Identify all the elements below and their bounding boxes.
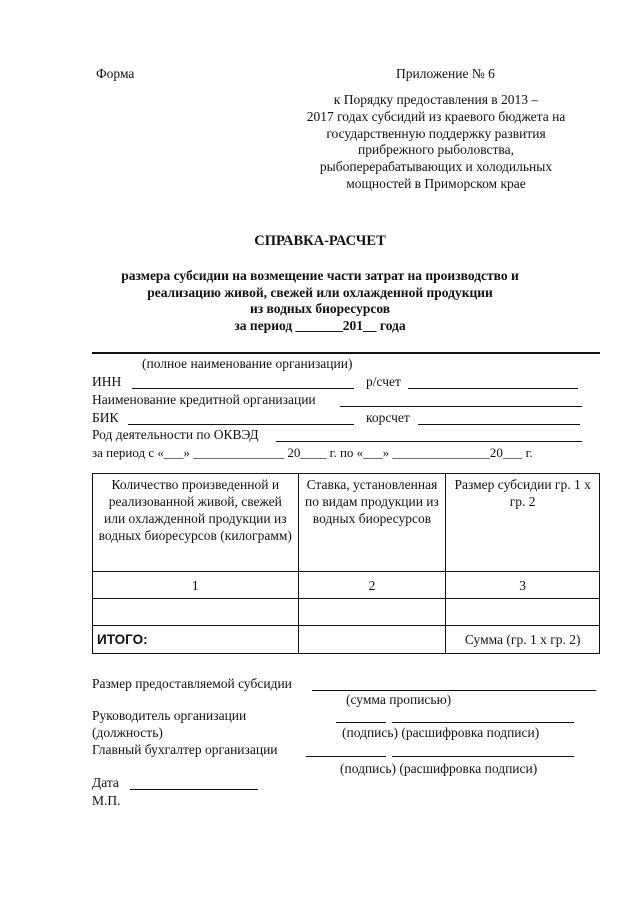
head-signature-field (336, 722, 386, 723)
order-line: прибрежного рыболовства, (358, 142, 514, 158)
column-number-row (93, 572, 600, 599)
position-hint: (должность) (92, 725, 163, 740)
head-sign-hint: (подпись) (расшифровка подписи) (342, 725, 540, 740)
cell-rate[interactable] (298, 599, 446, 626)
header-rate: Ставка, установленная по видам продукции из водных биоресурсов (298, 474, 446, 572)
cell-total-rate[interactable] (298, 626, 446, 654)
accountant-name-field (392, 756, 574, 757)
header-subsidy: Размер субсидии гр. 1 х гр. 2 (446, 474, 600, 572)
order-line: к Порядку предоставления в 2013 – (333, 92, 539, 107)
accountant-sign-hint: (подпись) (расшифровка подписи) (340, 761, 538, 776)
subsidy-field (312, 690, 596, 691)
account-field (408, 388, 578, 389)
total-label: ИТОГО: (93, 626, 299, 654)
inn-label: ИНН (92, 374, 122, 389)
bik-field (128, 424, 354, 425)
stamp-label: М.П. (92, 793, 121, 808)
date-field (130, 789, 258, 790)
order-line: мощностей в Приморском крае (346, 175, 526, 191)
org-name-hint: (полное наименование организации) (142, 356, 353, 371)
form-label: Форма (96, 66, 135, 81)
inn-field (132, 388, 354, 389)
bank-label: Наименование кредитной организации (92, 392, 316, 407)
account-label: р/счет (366, 374, 401, 389)
table-header-row (93, 474, 600, 572)
corr-account-label: корсчет (366, 410, 410, 425)
activity-field (276, 441, 582, 442)
org-name-line (92, 352, 600, 354)
document-title: СПРАВКА-РАСЧЕТ (254, 233, 386, 249)
order-reference (286, 92, 586, 193)
total-formula: Сумма (гр. 1 х гр. 2) (446, 626, 600, 654)
subtitle-line: за период _______201__ года (234, 317, 406, 333)
bank-field (340, 406, 582, 407)
cell-subsidy[interactable] (446, 599, 600, 626)
subsidy-label: Размер предоставляемой субсидии (92, 676, 292, 691)
corr-account-field (418, 424, 580, 425)
column-number: 1 (93, 572, 299, 599)
head-label: Руководитель организации (92, 708, 247, 723)
subtitle-line: из водных биоресурсов (249, 301, 391, 316)
accountant-signature-field (306, 756, 386, 757)
calculation-table (92, 473, 600, 654)
bik-label: БИК (92, 410, 119, 425)
subtitle-line: реализацию живой, свежей или охлажденной продукции (147, 284, 493, 300)
cell-quantity[interactable] (93, 599, 299, 626)
sum-hint: (сумма прописью) (346, 692, 452, 707)
subtitle-line: размера субсидии на возмещение части затрат на производство и (121, 268, 519, 283)
period-line: за период с «___» ______________ 20____ г. по «___» _______________20___ г. (92, 445, 533, 460)
head-name-field (392, 722, 574, 723)
order-line: рыбоперерабатывающих и холодильных (319, 159, 553, 175)
accountant-label: Главный бухгалтер организации (92, 742, 278, 757)
activity-label: Род деятельности по ОКВЭД (92, 427, 259, 442)
header-quantity: Количество произведенной и реализованной живой, свежей или охлажденной продукции из водных биоресурсов (килограмм) (93, 474, 299, 572)
order-line: государственную поддержку развития (326, 125, 546, 141)
column-number: 3 (446, 572, 600, 599)
order-line: 2017 годах субсидий из краевого бюджета на (306, 108, 566, 124)
table-row (93, 599, 600, 626)
column-number: 2 (298, 572, 446, 599)
document-subtitle (60, 268, 580, 334)
date-label: Дата (92, 775, 119, 790)
total-row (93, 626, 600, 654)
appendix-label: Приложение № 6 (396, 66, 495, 81)
